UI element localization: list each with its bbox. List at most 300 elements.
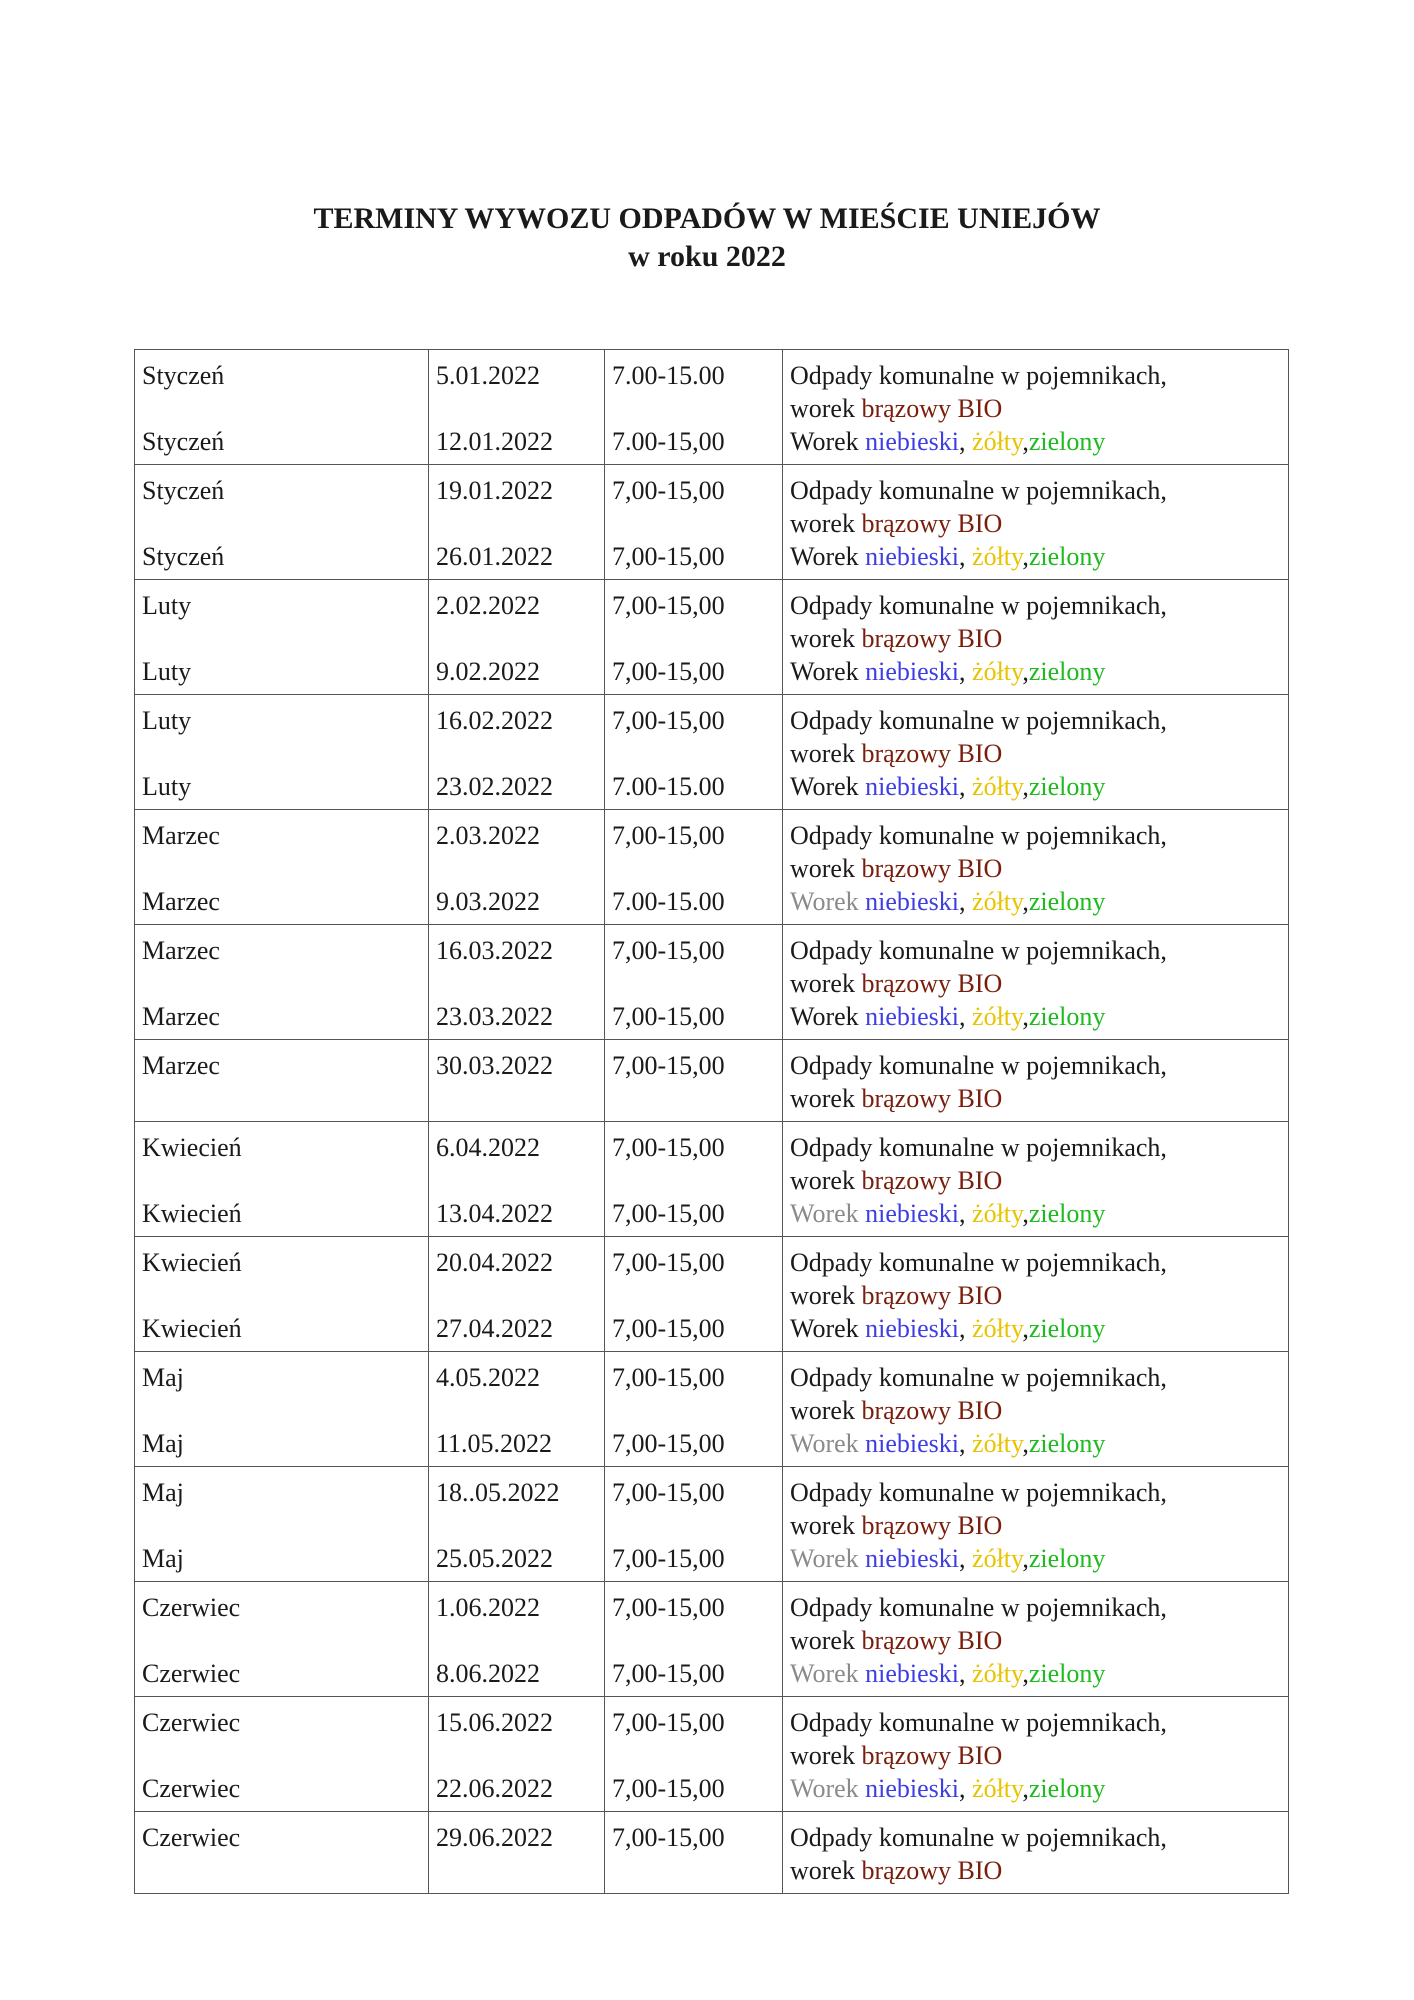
worek-text: worek: [790, 1084, 855, 1113]
waste-bags-line: [790, 1197, 1281, 1230]
blue-bag-label: niebieski: [865, 657, 960, 686]
line-spacer: [142, 737, 421, 770]
waste-komunalne-text: Odpady komunalne w pojemnikach,: [790, 1133, 1167, 1162]
date-first: 29.06.2022: [436, 1823, 553, 1852]
schedule-table: [134, 349, 1289, 1894]
date-cell: [429, 465, 605, 580]
month-first: Kwiecień: [142, 1248, 242, 1277]
date-cell: [429, 1582, 605, 1697]
waste-type-cell: [783, 1352, 1289, 1467]
hours-cell: [605, 465, 783, 580]
waste-bio-line: [790, 1164, 1281, 1197]
separator: ,: [1022, 1314, 1029, 1343]
waste-bags-line: [790, 1772, 1281, 1805]
hours-cell: [605, 925, 783, 1040]
green-bag-label: zielony: [1028, 1544, 1106, 1573]
month-first: Luty: [142, 591, 192, 620]
line-spacer: [142, 622, 421, 655]
hours-first: 7,00-15,00: [612, 706, 725, 735]
hours-first: 7,00-15,00: [612, 1133, 725, 1162]
waste-komunalne-text: Odpady komunalne w pojemnikach,: [790, 476, 1167, 505]
month-second: Kwiecień: [142, 1199, 242, 1228]
waste-type-cell: [783, 1237, 1289, 1352]
blue-bag-label: niebieski: [865, 887, 960, 916]
waste-type-cell: [783, 695, 1289, 810]
green-bag-label: zielony: [1028, 887, 1106, 916]
blue-bag-label: niebieski: [865, 1429, 960, 1458]
hours-cell: [605, 1697, 783, 1812]
date-first: 15.06.2022: [436, 1708, 553, 1737]
worek-text: Worek: [790, 542, 859, 571]
month-second: Maj: [142, 1429, 184, 1458]
hours-second: 7,00-15,00: [612, 1659, 725, 1688]
date-second: 8.06.2022: [436, 1659, 540, 1688]
date-first: 2.02.2022: [436, 591, 540, 620]
month-first: Maj: [142, 1363, 184, 1392]
date-cell: [429, 580, 605, 695]
month-second: Czerwiec: [142, 1774, 241, 1803]
hours-second: 7.00-15.00: [612, 887, 725, 916]
bio-bag-label: brązowy BIO: [861, 1281, 1003, 1310]
hours-second: 7.00-15,00: [612, 427, 725, 456]
blue-bag-label: niebieski: [865, 1314, 960, 1343]
separator: ,: [1022, 1659, 1029, 1688]
line-spacer: [612, 1279, 775, 1312]
worek-text: Worek: [790, 887, 859, 916]
date-first: 16.03.2022: [436, 936, 553, 965]
line-spacer: [436, 852, 597, 885]
date-cell: [429, 350, 605, 465]
blue-bag-label: niebieski: [865, 1774, 960, 1803]
worek-text: Worek: [790, 427, 859, 456]
worek-text: worek: [790, 624, 855, 653]
document-title: TERMINY WYWOZU ODPADÓW W MIEŚCIE UNIEJÓW: [313, 202, 1101, 235]
worek-text: worek: [790, 854, 855, 883]
worek-text: worek: [790, 394, 855, 423]
waste-komunalne-line: [790, 359, 1281, 392]
table-row: [135, 1040, 1289, 1122]
table-row: [135, 925, 1289, 1040]
blue-bag-label: niebieski: [865, 1002, 960, 1031]
hours-second: 7,00-15,00: [612, 1774, 725, 1803]
date-cell: [429, 1467, 605, 1582]
worek-text: worek: [790, 1856, 855, 1885]
worek-text: worek: [790, 1166, 855, 1195]
line-spacer: [142, 392, 421, 425]
worek-text: worek: [790, 509, 855, 538]
hours-cell: [605, 1352, 783, 1467]
line-spacer: [142, 1739, 421, 1772]
line-spacer: [612, 1739, 775, 1772]
date-cell: [429, 695, 605, 810]
bio-bag-label: brązowy BIO: [861, 969, 1003, 998]
line-spacer: [436, 1739, 597, 1772]
waste-bio-line: [790, 1509, 1281, 1542]
date-second: 9.02.2022: [436, 657, 540, 686]
waste-type-cell: [783, 350, 1289, 465]
separator: ,: [1022, 1544, 1029, 1573]
waste-bio-line: [790, 507, 1281, 540]
waste-komunalne-line: [790, 1821, 1281, 1854]
date-second: 12.01.2022: [436, 427, 553, 456]
month-cell: [135, 810, 429, 925]
waste-komunalne-line: [790, 1246, 1281, 1279]
month-cell: [135, 350, 429, 465]
line-spacer: [612, 392, 775, 425]
waste-komunalne-text: Odpady komunalne w pojemnikach,: [790, 706, 1167, 735]
month-first: Czerwiec: [142, 1823, 241, 1852]
separator: ,: [959, 1544, 966, 1573]
yellow-bag-label: żółty: [972, 1659, 1023, 1688]
separator: ,: [959, 657, 966, 686]
hours-second: 7.00-15.00: [612, 772, 725, 801]
line-spacer: [612, 507, 775, 540]
waste-komunalne-line: [790, 474, 1281, 507]
waste-komunalne-line: [790, 819, 1281, 852]
waste-bags-line: [790, 1427, 1281, 1460]
date-first: 5.01.2022: [436, 361, 540, 390]
line-spacer: [436, 1509, 597, 1542]
month-second: Styczeń: [142, 542, 225, 571]
waste-bio-line: [790, 392, 1281, 425]
bio-bag-label: brązowy BIO: [861, 1856, 1003, 1885]
worek-text: Worek: [790, 1314, 859, 1343]
table-row: [135, 1352, 1289, 1467]
worek-text: worek: [790, 1741, 855, 1770]
hours-second: 7,00-15,00: [612, 1429, 725, 1458]
hours-first: 7,00-15,00: [612, 1363, 725, 1392]
blue-bag-label: niebieski: [865, 542, 960, 571]
hours-second: 7,00-15,00: [612, 1002, 725, 1031]
date-second: 26.01.2022: [436, 542, 553, 571]
month-second: Maj: [142, 1544, 184, 1573]
table-row: [135, 1237, 1289, 1352]
month-cell: [135, 1237, 429, 1352]
yellow-bag-label: żółty: [972, 887, 1023, 916]
yellow-bag-label: żółty: [972, 1544, 1023, 1573]
waste-komunalne-text: Odpady komunalne w pojemnikach,: [790, 1478, 1167, 1507]
schedule-body: [135, 350, 1289, 1894]
bio-bag-label: brązowy BIO: [861, 1511, 1003, 1540]
yellow-bag-label: żółty: [972, 772, 1023, 801]
month-first: Styczeń: [142, 361, 225, 390]
blue-bag-label: niebieski: [865, 427, 960, 456]
green-bag-label: zielony: [1028, 1199, 1106, 1228]
date-second: 23.03.2022: [436, 1002, 553, 1031]
bio-bag-label: brązowy BIO: [861, 1084, 1003, 1113]
month-cell: [135, 1467, 429, 1582]
month-second: Styczeń: [142, 427, 225, 456]
month-cell: [135, 1812, 429, 1894]
table-row: [135, 810, 1289, 925]
worek-text: Worek: [790, 1544, 859, 1573]
separator: ,: [1022, 657, 1029, 686]
month-cell: [135, 1582, 429, 1697]
month-cell: [135, 695, 429, 810]
waste-bags-line: [790, 1542, 1281, 1575]
line-spacer: [612, 622, 775, 655]
yellow-bag-label: żółty: [972, 1314, 1023, 1343]
worek-text: Worek: [790, 1659, 859, 1688]
month-second: Marzec: [142, 1002, 220, 1031]
waste-bio-line: [790, 852, 1281, 885]
table-row: [135, 1582, 1289, 1697]
worek-text: Worek: [790, 1199, 859, 1228]
date-first: 19.01.2022: [436, 476, 553, 505]
waste-bags-line: [790, 540, 1281, 573]
hours-cell: [605, 1040, 783, 1122]
line-spacer: [436, 1624, 597, 1657]
waste-komunalne-text: Odpady komunalne w pojemnikach,: [790, 361, 1167, 390]
line-spacer: [436, 1164, 597, 1197]
waste-bags-line: [790, 655, 1281, 688]
green-bag-label: zielony: [1028, 1314, 1106, 1343]
worek-text: worek: [790, 1626, 855, 1655]
month-first: Czerwiec: [142, 1708, 241, 1737]
date-cell: [429, 1040, 605, 1122]
waste-komunalne-text: Odpady komunalne w pojemnikach,: [790, 936, 1167, 965]
waste-komunalne-line: [790, 1476, 1281, 1509]
separator: ,: [959, 1429, 966, 1458]
table-row: [135, 1697, 1289, 1812]
separator: ,: [959, 887, 966, 916]
separator: ,: [959, 427, 966, 456]
waste-bio-line: [790, 1624, 1281, 1657]
date-second: 25.05.2022: [436, 1544, 553, 1573]
hours-cell: [605, 1812, 783, 1894]
worek-text: worek: [790, 1511, 855, 1540]
line-spacer: [142, 1509, 421, 1542]
waste-bags-line: [790, 770, 1281, 803]
waste-bags-line: [790, 885, 1281, 918]
hours-second: 7,00-15,00: [612, 657, 725, 686]
date-second: 23.02.2022: [436, 772, 553, 801]
date-first: 18..05.2022: [436, 1478, 560, 1507]
separator: ,: [1022, 1774, 1029, 1803]
date-first: 6.04.2022: [436, 1133, 540, 1162]
document-title-block: [0, 200, 1414, 276]
table-row: [135, 695, 1289, 810]
hours-first: 7,00-15,00: [612, 591, 725, 620]
month-first: Kwiecień: [142, 1133, 242, 1162]
date-first: 2.03.2022: [436, 821, 540, 850]
hours-first: 7,00-15,00: [612, 1248, 725, 1277]
month-cell: [135, 1697, 429, 1812]
month-cell: [135, 465, 429, 580]
waste-bio-line: [790, 967, 1281, 1000]
bio-bag-label: brązowy BIO: [861, 1626, 1003, 1655]
waste-bio-line: [790, 1082, 1281, 1115]
month-cell: [135, 1122, 429, 1237]
separator: ,: [959, 772, 966, 801]
yellow-bag-label: żółty: [972, 427, 1023, 456]
hours-second: 7,00-15,00: [612, 1314, 725, 1343]
waste-komunalne-text: Odpady komunalne w pojemnikach,: [790, 1593, 1167, 1622]
month-cell: [135, 580, 429, 695]
month-cell: [135, 925, 429, 1040]
blue-bag-label: niebieski: [865, 772, 960, 801]
worek-text: worek: [790, 1281, 855, 1310]
separator: ,: [959, 1774, 966, 1803]
green-bag-label: zielony: [1028, 772, 1106, 801]
date-cell: [429, 1352, 605, 1467]
table-row: [135, 350, 1289, 465]
blue-bag-label: niebieski: [865, 1199, 960, 1228]
hours-first: 7,00-15,00: [612, 476, 725, 505]
waste-komunalne-text: Odpady komunalne w pojemnikach,: [790, 1248, 1167, 1277]
line-spacer: [612, 1624, 775, 1657]
yellow-bag-label: żółty: [972, 1199, 1023, 1228]
yellow-bag-label: żółty: [972, 657, 1023, 686]
line-spacer: [436, 737, 597, 770]
bio-bag-label: brązowy BIO: [861, 1741, 1003, 1770]
waste-komunalne-line: [790, 1361, 1281, 1394]
month-second: Marzec: [142, 887, 220, 916]
worek-text: Worek: [790, 772, 859, 801]
waste-bio-line: [790, 1854, 1281, 1887]
date-cell: [429, 925, 605, 1040]
green-bag-label: zielony: [1028, 427, 1106, 456]
worek-text: Worek: [790, 1002, 859, 1031]
month-first: Styczeń: [142, 476, 225, 505]
waste-komunalne-line: [790, 704, 1281, 737]
hours-cell: [605, 695, 783, 810]
waste-type-cell: [783, 1582, 1289, 1697]
separator: ,: [1022, 1199, 1029, 1228]
bio-bag-label: brązowy BIO: [861, 624, 1003, 653]
date-cell: [429, 1237, 605, 1352]
green-bag-label: zielony: [1028, 1659, 1106, 1688]
separator: ,: [1022, 887, 1029, 916]
waste-type-cell: [783, 1697, 1289, 1812]
hours-first: 7,00-15,00: [612, 1823, 725, 1852]
hours-cell: [605, 1237, 783, 1352]
bio-bag-label: brązowy BIO: [861, 509, 1003, 538]
line-spacer: [142, 507, 421, 540]
table-row: [135, 1122, 1289, 1237]
line-spacer: [142, 1624, 421, 1657]
waste-bio-line: [790, 737, 1281, 770]
hours-first: 7,00-15,00: [612, 1478, 725, 1507]
separator: ,: [1022, 427, 1029, 456]
worek-text: worek: [790, 739, 855, 768]
separator: ,: [1022, 772, 1029, 801]
date-first: 20.04.2022: [436, 1248, 553, 1277]
hours-cell: [605, 350, 783, 465]
line-spacer: [612, 1509, 775, 1542]
hours-second: 7,00-15,00: [612, 1199, 725, 1228]
date-first: 16.02.2022: [436, 706, 553, 735]
table-row: [135, 465, 1289, 580]
waste-type-cell: [783, 465, 1289, 580]
hours-first: 7,00-15,00: [612, 1708, 725, 1737]
date-second: 9.03.2022: [436, 887, 540, 916]
hours-first: 7.00-15.00: [612, 361, 725, 390]
date-second: 27.04.2022: [436, 1314, 553, 1343]
month-second: Luty: [142, 772, 192, 801]
waste-type-cell: [783, 1812, 1289, 1894]
line-spacer: [436, 1279, 597, 1312]
waste-komunalne-line: [790, 589, 1281, 622]
line-spacer: [436, 967, 597, 1000]
worek-text: Worek: [790, 657, 859, 686]
month-first: Marzec: [142, 1051, 220, 1080]
worek-text: Worek: [790, 1429, 859, 1458]
month-second: Kwiecień: [142, 1314, 242, 1343]
green-bag-label: zielony: [1028, 1774, 1106, 1803]
line-spacer: [142, 852, 421, 885]
date-first: 4.05.2022: [436, 1363, 540, 1392]
line-spacer: [612, 1394, 775, 1427]
line-spacer: [612, 967, 775, 1000]
separator: ,: [1022, 1429, 1029, 1458]
date-cell: [429, 1122, 605, 1237]
bio-bag-label: brązowy BIO: [861, 739, 1003, 768]
month-cell: [135, 1352, 429, 1467]
hours-first: 7,00-15,00: [612, 821, 725, 850]
line-spacer: [436, 1394, 597, 1427]
line-spacer: [142, 1164, 421, 1197]
hours-first: 7,00-15,00: [612, 936, 725, 965]
separator: ,: [1022, 542, 1029, 571]
waste-komunalne-line: [790, 1131, 1281, 1164]
hours-cell: [605, 810, 783, 925]
blue-bag-label: niebieski: [865, 1544, 960, 1573]
hours-cell: [605, 1122, 783, 1237]
waste-komunalne-text: Odpady komunalne w pojemnikach,: [790, 1051, 1167, 1080]
bio-bag-label: brązowy BIO: [861, 1396, 1003, 1425]
waste-komunalne-text: Odpady komunalne w pojemnikach,: [790, 591, 1167, 620]
date-cell: [429, 1812, 605, 1894]
waste-bio-line: [790, 622, 1281, 655]
table-row: [135, 1812, 1289, 1894]
month-second: Luty: [142, 657, 192, 686]
month-first: Luty: [142, 706, 192, 735]
table-row: [135, 580, 1289, 695]
yellow-bag-label: żółty: [972, 542, 1023, 571]
date-first: 1.06.2022: [436, 1593, 540, 1622]
blue-bag-label: niebieski: [865, 1659, 960, 1688]
table-row: [135, 1467, 1289, 1582]
line-spacer: [142, 1394, 421, 1427]
separator: ,: [1022, 1002, 1029, 1031]
date-second: 11.05.2022: [436, 1429, 553, 1458]
waste-type-cell: [783, 810, 1289, 925]
hours-cell: [605, 1582, 783, 1697]
waste-komunalne-text: Odpady komunalne w pojemnikach,: [790, 821, 1167, 850]
line-spacer: [142, 1279, 421, 1312]
bio-bag-label: brązowy BIO: [861, 394, 1003, 423]
waste-type-cell: [783, 580, 1289, 695]
line-spacer: [612, 737, 775, 770]
hours-first: 7,00-15,00: [612, 1593, 725, 1622]
bio-bag-label: brązowy BIO: [861, 1166, 1003, 1195]
waste-komunalne-line: [790, 1591, 1281, 1624]
hours-cell: [605, 1467, 783, 1582]
waste-bags-line: [790, 425, 1281, 458]
line-spacer: [436, 392, 597, 425]
yellow-bag-label: żółty: [972, 1429, 1023, 1458]
waste-komunalne-text: Odpady komunalne w pojemnikach,: [790, 1363, 1167, 1392]
green-bag-label: zielony: [1028, 1429, 1106, 1458]
separator: ,: [959, 1199, 966, 1228]
date-cell: [429, 1697, 605, 1812]
waste-bags-line: [790, 1312, 1281, 1345]
waste-komunalne-line: [790, 1706, 1281, 1739]
waste-bio-line: [790, 1394, 1281, 1427]
waste-komunalne-line: [790, 1049, 1281, 1082]
separator: ,: [959, 542, 966, 571]
